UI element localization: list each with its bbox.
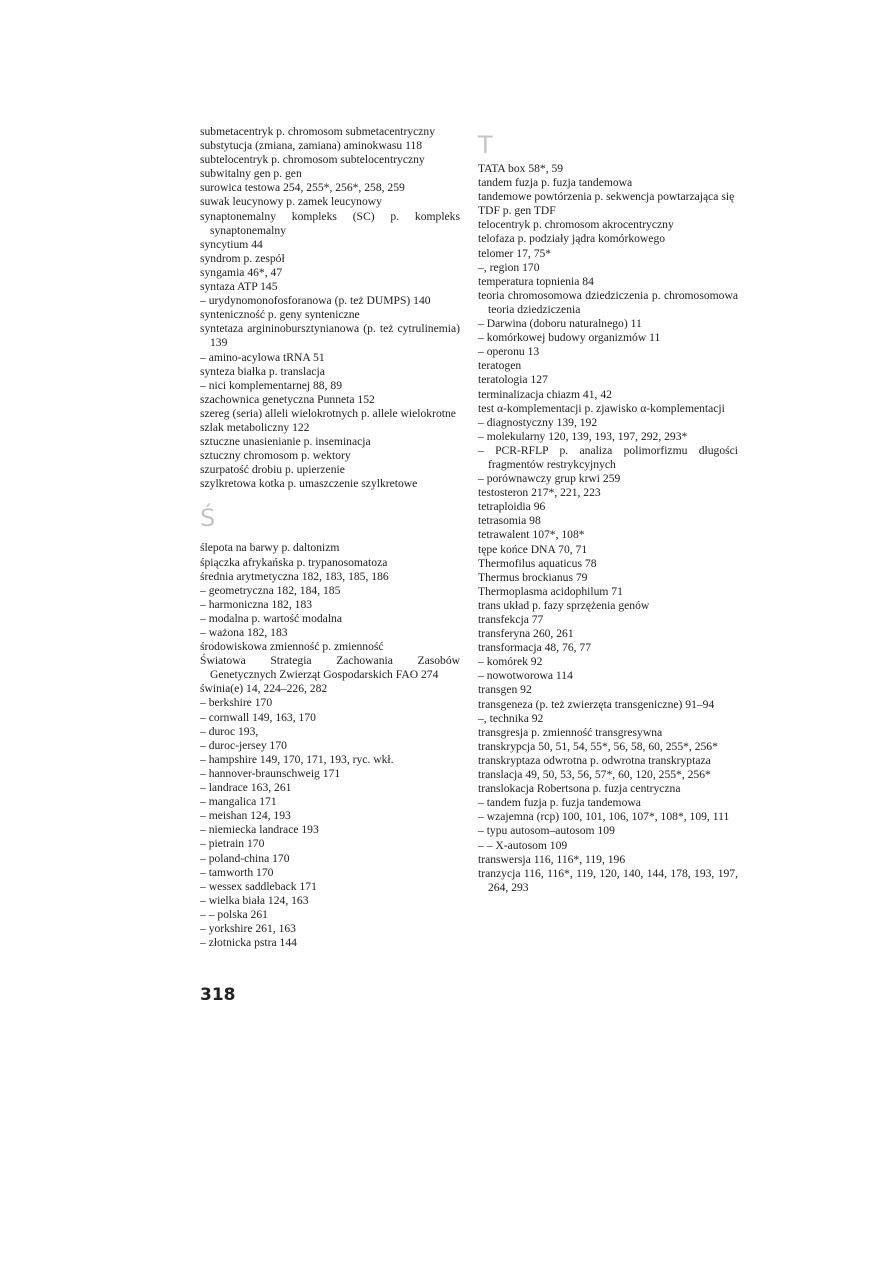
- index-entry: [478, 726, 738, 740]
- index-entry-text: – modalna p. wartość modalna: [200, 611, 342, 625]
- index-entry: [478, 768, 738, 782]
- index-entry: [478, 698, 738, 712]
- index-entry: [478, 782, 738, 796]
- index-entry-text: surowica testowa 254, 255*, 256*, 258, 259: [200, 181, 405, 195]
- index-entry-text: środowiskowa zmienność p. zmienność: [200, 640, 384, 654]
- index-entry-text: – molekularny 120, 139, 193, 197, 292, 293*: [478, 429, 688, 443]
- index-entry-text: średnia arytmetyczna 182, 183, 185, 186: [200, 569, 389, 583]
- index-entry-text: śpiączka afrykańska p. trypanosomatoza: [200, 555, 388, 569]
- index-entry-text: Thermoplasma acidophilum 71: [478, 584, 623, 598]
- index-entry: [200, 640, 460, 654]
- index-entry-text: Thermus brockianus 79: [478, 570, 588, 584]
- index-entry-text: – porównawczy grup krwi 259: [478, 472, 621, 486]
- index-entry-text: – PCR-RFLP p. analiza polimorfizmu długości fragmentów restrykcyjnych: [478, 443, 738, 471]
- index-entry-text: – niemiecka landrace 193: [200, 823, 319, 837]
- index-entry-text: transkrypcja 50, 51, 54, 55*, 56, 58, 60, 255*, 256*: [478, 739, 718, 753]
- index-entry: [200, 280, 460, 294]
- index-entry-text: – harmoniczna 182, 183: [200, 597, 313, 611]
- index-entry: [478, 261, 738, 275]
- index-entry-text: tetrawalent 107*, 108*: [478, 528, 585, 542]
- index-entry-text: telocentryk p. chromosom akrocentryczny: [478, 218, 674, 232]
- index-entry: [200, 308, 460, 322]
- index-entry: [478, 796, 738, 810]
- index-entry-text: telomer 17, 75*: [478, 246, 552, 260]
- index-entry-text: – komórkowej budowy organizmów 11: [478, 331, 661, 345]
- index-entry: [478, 839, 738, 853]
- index-entry-text: telofaza p. podziały jądra komórkowego: [478, 232, 666, 246]
- index-entry: [200, 393, 460, 407]
- index-entry-text: – Darwina (doboru naturalnego) 11: [478, 317, 642, 331]
- index-entry: [200, 809, 460, 823]
- index-entry-text: – hannover-braunschweig 171: [200, 766, 341, 780]
- index-entry: [200, 435, 460, 449]
- index-entry-text: – – X-autosom 109: [478, 838, 568, 852]
- index-entry-text: szurpatość drobiu p. upierzenie: [200, 463, 345, 477]
- index-entry-text: TDF p. gen TDF: [478, 204, 556, 218]
- index-entry-text: – wzajemna (rcp) 100, 101, 106, 107*, 108*, 109, 111: [478, 810, 730, 824]
- index-entry: [200, 725, 460, 739]
- index-entry-text: subtelocentryk p. chromosom subtelocentryczny: [200, 153, 425, 167]
- index-entry-text: syndrom p. zespół: [200, 251, 285, 265]
- index-entry: [478, 585, 738, 599]
- index-entry-text: substytucja (zmiana, zamiana) aminokwasu 118: [200, 139, 423, 153]
- index-entry: [478, 500, 738, 514]
- index-entry-text: – urydynomonofosforanowa (p. też DUMPS) 140: [200, 294, 431, 308]
- index-entry: [478, 853, 738, 867]
- index-entry: [478, 218, 738, 232]
- index-entry: [200, 153, 460, 167]
- index-entry: [200, 195, 460, 209]
- index-entry: [200, 351, 460, 365]
- index-entries-t: [478, 162, 738, 895]
- index-entry-text: submetacentryk p. chromosom submetacentryczny: [200, 125, 436, 138]
- index-entry-text: – złotnicka pstra 144: [200, 936, 297, 950]
- index-entry-text: tępe końce DNA 70, 71: [478, 542, 588, 556]
- index-entry: [200, 922, 460, 936]
- index-entry-text: ślepota na barwy p. daltonizm: [200, 541, 340, 555]
- index-entry: [478, 317, 738, 331]
- index-entry: [200, 866, 460, 880]
- index-entry: [200, 477, 460, 491]
- index-entry-text: szereg (seria) alleli wielokrotnych p. allele wielokrotne: [200, 406, 456, 420]
- index-entry: [200, 421, 460, 435]
- index-entry-text: tandemowe powtórzenia p. sekwencja powtarzająca się: [478, 190, 735, 204]
- index-entry: [478, 204, 738, 218]
- index-entry-text: syntaza ATP 145: [200, 280, 278, 294]
- index-entry-text: syncytium 44: [200, 237, 263, 251]
- index-entry: [200, 449, 460, 463]
- index-entry: [200, 739, 460, 753]
- index-entry: [200, 612, 460, 626]
- index-entry: [200, 541, 460, 555]
- index-entry-text: tetrasomia 98: [478, 514, 541, 528]
- index-entry: [200, 365, 460, 379]
- index-entry-text: – operonu 13: [478, 345, 540, 359]
- index-entry-text: – hampshire 149, 170, 171, 193, ryc. wkł.: [200, 752, 394, 766]
- index-entry: [478, 331, 738, 345]
- index-entry-text: – poland-china 170: [200, 851, 290, 865]
- index-entry-text: tandem fuzja p. fuzja tandemowa: [478, 176, 633, 190]
- index-entry: [200, 753, 460, 767]
- index-entry: [478, 472, 738, 486]
- index-entry: [200, 252, 460, 266]
- index-entry: [478, 444, 738, 472]
- index-entry-text: teoria chromosomowa dziedziczenia p. chromosomowa teoria dziedziczenia: [478, 288, 738, 316]
- index-entries-s-acute: [200, 541, 460, 950]
- index-entry: [200, 238, 460, 252]
- index-entry-text: – pietrain 170: [200, 837, 265, 851]
- index-entry: [200, 894, 460, 908]
- index-entry-text: – cornwall 149, 163, 170: [200, 710, 316, 724]
- index-entry: [200, 696, 460, 710]
- index-entry-text: sztuczne unasienianie p. inseminacja: [200, 435, 371, 449]
- index-entry: [478, 655, 738, 669]
- index-entry-text: szylkretowa kotka p. umaszczenie szylkretowe: [200, 477, 418, 491]
- index-entry: [200, 795, 460, 809]
- index-entry: [478, 571, 738, 585]
- index-entry: [200, 125, 460, 139]
- index-entry-text: – nowotworowa 114: [478, 669, 573, 683]
- index-entry-text: – wielka biała 124, 163: [200, 893, 309, 907]
- index-entry-text: Światowa Strategia Zachowania Zasobów Genetycznych Zwierząt Gospodarskich FAO 274: [200, 654, 460, 682]
- index-entry-text: – duroc-jersey 170: [200, 738, 287, 752]
- index-entry-text: testosteron 217*, 221, 223: [478, 486, 601, 500]
- index-entry-text: syngamia 46*, 47: [200, 265, 283, 279]
- index-entry-text: tranzycja 116, 116*, 119, 120, 140, 144, 178, 193, 197, 264, 293: [478, 866, 738, 894]
- index-entry-text: transkryptaza odwrotna p. odwrotna transkryptaza: [478, 753, 711, 767]
- index-entry: [478, 275, 738, 289]
- index-entry-text: transgeneza (p. też zwierzęta transgeniczne) 91–94: [478, 697, 715, 711]
- index-entry: [200, 880, 460, 894]
- index-entry-text: transwersja 116, 116*, 119, 196: [478, 852, 626, 866]
- index-entry-text: – tamworth 170: [200, 865, 274, 879]
- index-entry: [200, 598, 460, 612]
- index-entry-text: sztuczny chromosom p. wektory: [200, 449, 351, 463]
- index-entry: [478, 543, 738, 557]
- index-entry-text: – yorkshire 261, 163: [200, 921, 296, 935]
- index-entry: [200, 463, 460, 477]
- index-entry-text: teratogen: [478, 359, 522, 373]
- index-entry: [200, 711, 460, 725]
- index-entry-text: – tandem fuzja p. fuzja tandemowa: [478, 796, 641, 810]
- index-entry: [478, 190, 738, 204]
- index-entry-text: test α-komplementacji p. zjawisko α-komplementacji: [478, 401, 725, 415]
- index-entries-s: [200, 125, 460, 491]
- index-entry-text: – berkshire 170: [200, 696, 273, 710]
- index-entry-text: transfekcja 77: [478, 613, 544, 626]
- index-entry-text: temperatura topnienia 84: [478, 274, 594, 288]
- index-entry: [478, 402, 738, 416]
- index-entry: [478, 613, 738, 627]
- index-entry-text: teratologia 127: [478, 373, 548, 387]
- index-entry-text: – – polska 261: [200, 907, 268, 921]
- index-entry: [200, 682, 460, 696]
- index-entry: [200, 167, 460, 181]
- index-entry: [478, 289, 738, 317]
- index-entry-text: synteniczność p. geny synteniczne: [200, 308, 360, 322]
- index-entry-text: – duroc 193,: [200, 724, 259, 738]
- index-entry-text: świnia(e) 14, 224–226, 282: [200, 682, 328, 696]
- index-entry: [200, 767, 460, 781]
- index-entry-text: szlak metaboliczny 122: [200, 420, 310, 434]
- index-entry-text: – mangalica 171: [200, 795, 277, 809]
- index-entry: [200, 570, 460, 584]
- index-entry: [478, 669, 738, 683]
- index-entry: [200, 266, 460, 280]
- index-entry-text: – ważona 182, 183: [200, 626, 288, 639]
- index-entry-text: translacja 49, 50, 53, 56, 57*, 60, 120, 255*, 256*: [478, 768, 711, 782]
- index-entry: [478, 373, 738, 387]
- index-entry: [200, 626, 460, 640]
- index-entry: [478, 599, 738, 613]
- index-entry-text: – nici komplementarnej 88, 89: [200, 378, 342, 392]
- index-entry: [200, 139, 460, 153]
- index-entry-text: transgen 92: [478, 683, 532, 697]
- index-entry: [478, 712, 738, 726]
- index-entry: [200, 584, 460, 598]
- section-letter-s: Ś: [200, 504, 216, 533]
- index-entry: [478, 176, 738, 190]
- index-entry-text: synteza białka p. translacja: [200, 364, 325, 378]
- index-entry-text: tetraploidia 96: [478, 500, 546, 514]
- index-entry-text: – komórek 92: [478, 655, 543, 669]
- index-entry-text: – amino-acylowa tRNA 51: [200, 350, 325, 364]
- index-entry: [478, 430, 738, 444]
- index-entry-text: Thermofilus aquaticus 78: [478, 556, 597, 570]
- section-letter-t: T: [478, 131, 493, 159]
- index-entry-text: –, region 170: [478, 260, 540, 274]
- index-entry: [200, 837, 460, 851]
- index-entry-text: translokacja Robertsona p. fuzja centryczna: [478, 782, 681, 796]
- index-entry-text: trans układ p. fazy sprzężenia genów: [478, 598, 650, 612]
- index-entry-text: synaptonemalny kompleks (SC) p. kompleks synaptonemalny: [200, 209, 460, 237]
- index-entry: [200, 556, 460, 570]
- index-entry-text: terminalizacja chiazm 41, 42: [478, 387, 612, 401]
- index-entry: [200, 210, 460, 238]
- index-entry: [200, 781, 460, 795]
- index-entry: [478, 359, 738, 373]
- index-entry-text: syntetaza argininobursztynianowa (p. też cytrulinemia) 139: [200, 322, 460, 350]
- index-entry: [478, 345, 738, 359]
- index-entry-text: – wessex saddleback 171: [200, 879, 317, 893]
- index-column-right: [478, 132, 738, 895]
- index-entry: [478, 514, 738, 528]
- index-column-left: [200, 125, 460, 950]
- index-entry-text: transformacja 48, 76, 77: [478, 641, 592, 655]
- index-entry: [200, 407, 460, 421]
- index-entry: [478, 486, 738, 500]
- index-entry-text: suwak leucynowy p. zamek leucynowy: [200, 195, 382, 209]
- index-entry: [478, 247, 738, 261]
- index-entry: [200, 379, 460, 393]
- index-entry: [478, 754, 738, 768]
- index-entry-text: – landrace 163, 261: [200, 781, 292, 795]
- index-entry-text: TATA box 58*, 59: [478, 162, 564, 175]
- index-entry: [200, 936, 460, 950]
- index-entry: [478, 416, 738, 430]
- index-entry: [478, 824, 738, 838]
- index-entry: [200, 181, 460, 195]
- index-entry: [478, 740, 738, 754]
- index-entry-text: transferyna 260, 261: [478, 627, 574, 641]
- index-entry: [478, 162, 738, 176]
- index-entry-text: – geometryczna 182, 184, 185: [200, 583, 341, 597]
- index-entry-text: – diagnostyczny 139, 192: [478, 415, 598, 429]
- index-entry: [200, 908, 460, 922]
- index-entry: [200, 654, 460, 682]
- index-entry-text: – meishan 124, 193: [200, 809, 291, 823]
- index-entry: [478, 388, 738, 402]
- index-entry-text: szachownica genetyczna Punneta 152: [200, 392, 375, 406]
- index-entry: [478, 810, 738, 824]
- index-entry: [478, 528, 738, 542]
- index-entry: [200, 322, 460, 350]
- index-entry: [478, 232, 738, 246]
- index-entry-text: – typu autosom–autosom 109: [478, 824, 615, 838]
- index-entry: [478, 867, 738, 895]
- index-entry: [200, 823, 460, 837]
- index-entry-text: –, technika 92: [478, 711, 544, 725]
- index-entry: [200, 294, 460, 308]
- index-entry: [478, 641, 738, 655]
- index-entry: [200, 852, 460, 866]
- index-entry-text: subwitalny gen p. gen: [200, 167, 302, 181]
- index-entry: [478, 683, 738, 697]
- index-entry-text: transgresja p. zmienność transgresywna: [478, 725, 663, 739]
- page-number: 318: [200, 985, 236, 1005]
- index-entry: [478, 627, 738, 641]
- index-entry: [478, 557, 738, 571]
